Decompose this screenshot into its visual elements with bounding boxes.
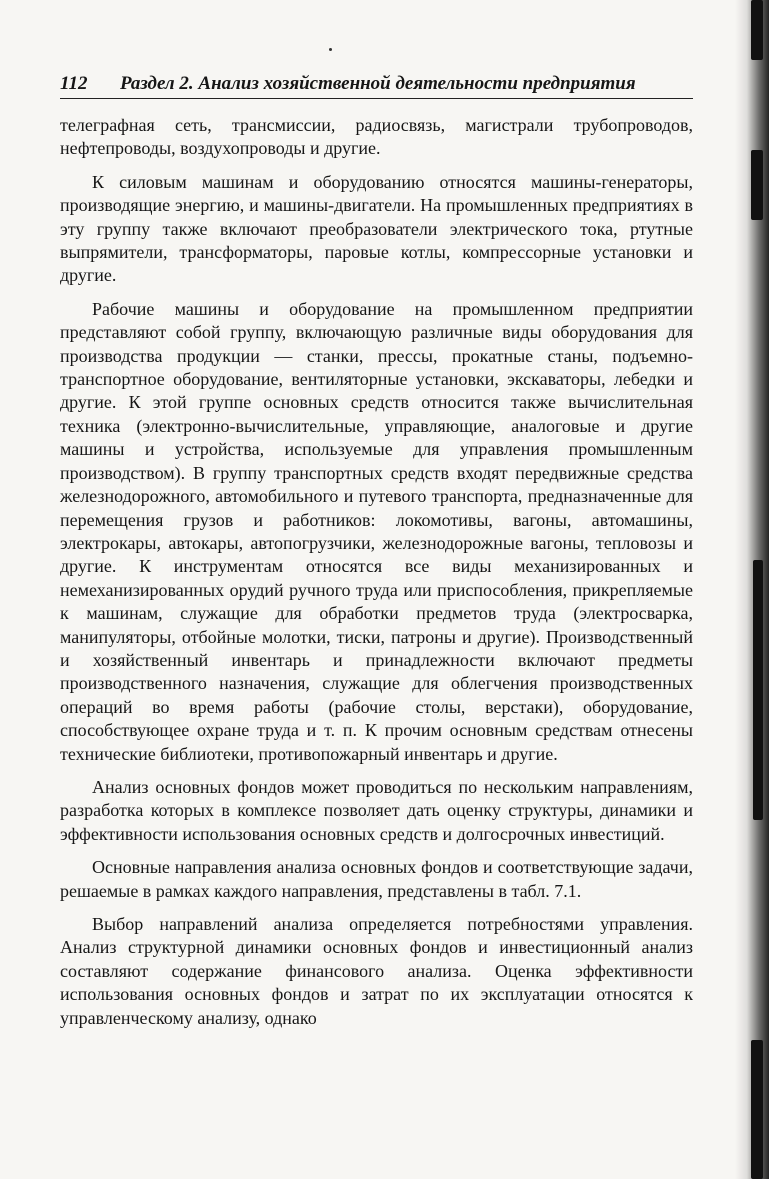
page-body — [60, 114, 693, 1040]
paragraph-working-machines: Рабочие машины и оборудование на промышленном предприятии представляют собой группу, включающую различные виды оборудования для производства продукции — станки, прессы, прокатные станы, подъемно-транспортное оборудование, вентиляторные установки, экскаваторы, лебедки и другие. К этой группе основных средств относится также вычислительная техника (электронно-вычислительные, управляющие, аналоговые и другие машины и устройства, используемые для управления промышленным производством). В группу транспортных средств входят передвижные средства железнодорожного, автомобильного и путевого транспорта, предназначенные для перемещения грузов и работников: локомотивы, вагоны, автомашины, электрокары, автокары, автопогрузчики, железнодорожные вагоны, тепловозы и другие. К инструментам относятся все виды механизированных и немеханизированных орудий ручного труда или приспособления, прикрепляемые к машинам, служащие для обработки предметов труда (электросварка, манипуляторы, отбойные молотки, тиски, патроны и другие). Производственный и хозяйственный инвентарь и принадлежности включают предметы производственного назначения, служащие для облегчения производственных операций во время работы (рабочие столы, верстаки), оборудование, способствующее охране труда и т. п. К прочим основным средствам отнесены технические библиотеки, противопожарный инвентарь и другие. — [60, 298, 693, 764]
scan-speck — [329, 48, 332, 51]
paragraph-power-machines: К силовым машинам и оборудованию относятся машины-генераторы, производящие энергию, и машины-двигатели. На промышленных предприятиях в эту группу также включают преобразователи электрического тока, ртутные выпрямители, трансформаторы, паровые котлы, компрессорные установки и другие. — [60, 171, 693, 286]
paragraph-continuation: телеграфная сеть, трансмиссии, радиосвязь, магистрали трубопроводов, нефтепроводы, воздухопроводы и другие. — [60, 115, 693, 159]
running-header — [60, 70, 693, 99]
scan-edge-mark — [751, 0, 763, 60]
paragraph-choice-of-directions: Выбор направлений анализа определяется потребностями управления. Анализ структурной динамики основных фондов и инвестиционный анализ составляют содержание финансового анализа. Оценка эффективности использования основных фондов и затрат по их эксплуатации относятся к управленческому анализу, однако — [60, 914, 693, 1028]
paragraph-table-reference: Основные направления анализа основных фондов и соответствующие задачи, решаемые в рамках каждого направления, представлены в табл. 7.1. — [60, 857, 693, 901]
scan-edge-mark — [751, 1040, 763, 1179]
scan-edge-mark — [753, 560, 763, 820]
scan-edge-mark — [751, 150, 763, 220]
page-number: 112 — [60, 73, 88, 94]
running-title: Раздел 2. Анализ хозяйственной деятельности предприятия — [120, 73, 636, 94]
paragraph-analysis-directions: Анализ основных фондов может проводиться по нескольким направлениям, разработка которых в комплексе позволяет дать оценку структуры, динамики и эффективности использования основных средств и долгосрочных инвестиций. — [60, 776, 693, 844]
